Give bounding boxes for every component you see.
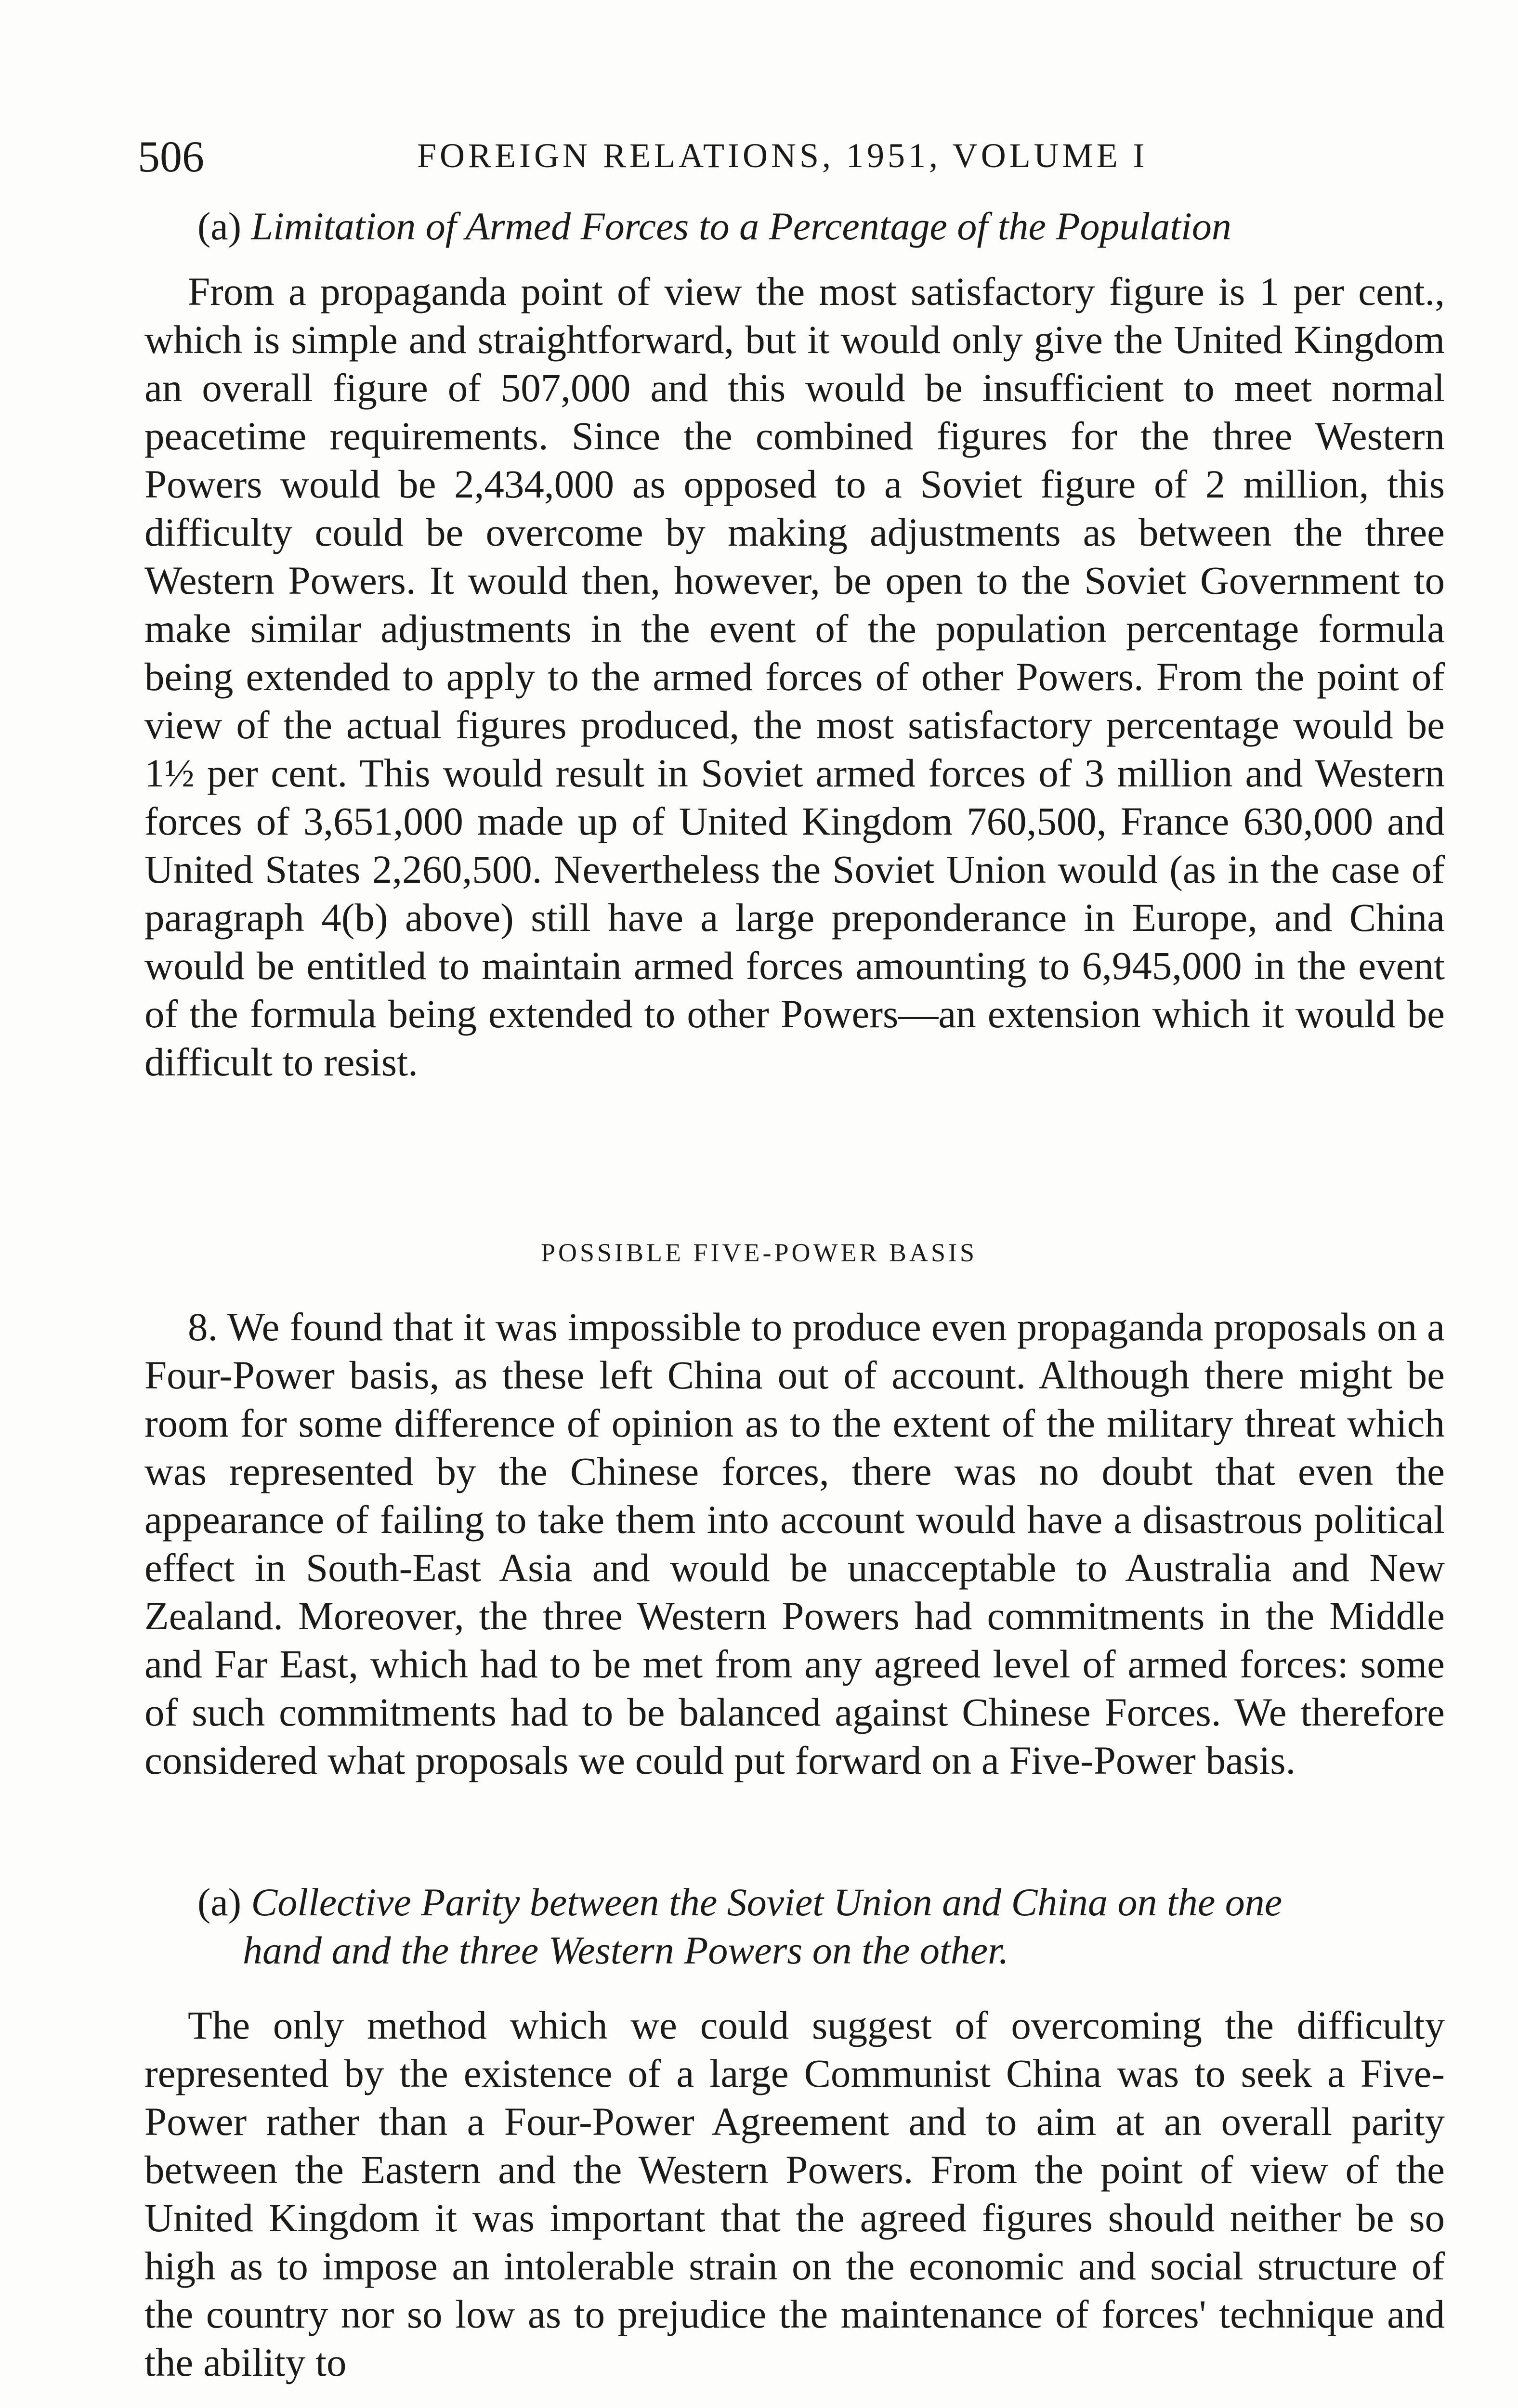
subsection-heading-collective-parity xyxy=(197,1878,1450,1975)
subsection-label: (a) xyxy=(197,1880,242,1924)
paragraph-percentage-formula: From a propaganda point of view the most satisfactory figure is 1 per cent., which is simple and straightforward, but it would only give the United Kingdom an overall figure of 507,000 and this would be insufficient to meet normal peacetime requirements. Since the combined figures for the three Western Powers would be 2,434,000 as opposed to a Soviet figure of 2 million, this difficulty could be overcome by making adjustments as between the three Western Powers. It would then, however, be open to the Soviet Government to make similar adjustments in the event of the population percentage formula being extended to apply to the armed forces of other Powers. From the point of view of the actual figures produced, the most satisfactory percentage would be 1½ per cent. This would result in Soviet armed forces of 3 million and Western forces of 3,651,000 made up of United Kingdom 760,500, France 630,000 and United States 2,260,500. Nevertheless the Soviet Union would (as in the case of paragraph 4(b) above) still have a large preponderance in Europe, and China would be entitled to maintain armed forces amounting to 6,945,000 in the event of the formula being extended to other Powers—an extension which it would be difficult to resist. xyxy=(144,269,1445,1084)
subsection-title-line2: hand and the three Western Powers on the other. xyxy=(243,1928,1009,1972)
page-number: 506 xyxy=(138,132,204,181)
paragraph-8-five-power: 8. We found that it was impossible to produce even propaganda proposals on a Four-Power basis, as these left China out of account. Although there might be room for some difference of opinion as to the extent of the military threat which was represented by the Chinese forces, there was no doubt that even the appearance of failing to take them into account would have a disastrous political effect in South-East Asia and would be unacceptable to Australia and New Zealand. Moreover, the three Western Powers had commitments in the Middle and Far East, which had to be met from any agreed level of armed forces: some of such commitments had to be balanced against Chinese Forces. We therefore considered what proposals we could put forward on a Five-Power basis. xyxy=(144,1305,1445,1782)
paragraph-collective-parity: The only method which we could suggest of overcoming the difficulty represented by the existence of a large Communist China was to seek a Five-Power rather than a Four-Power Agreement and to aim at an overall parity between the Eastern and the Western Powers. From the point of view of the United Kingdom it was important that the agreed figures should neither be so high as to impose an intolerable strain on the economic and social structure of the country nor so low as to prejudice the maintenance of forces' technique and the ability to xyxy=(144,2003,1445,2384)
section-title: POSSIBLE FIVE-POWER BASIS xyxy=(540,1238,978,1267)
subsection-heading-percentage xyxy=(197,202,1450,250)
subsection-label: (a) xyxy=(197,204,242,248)
running-head-title: FOREIGN RELATIONS, 1951, VOLUME I xyxy=(417,136,1148,175)
subsection-title: Limitation of Armed Forces to a Percentage of the Population xyxy=(251,204,1231,248)
subsection-title-line1: Collective Parity between the Soviet Union and China on the one xyxy=(251,1880,1282,1924)
running-head xyxy=(138,131,1438,184)
